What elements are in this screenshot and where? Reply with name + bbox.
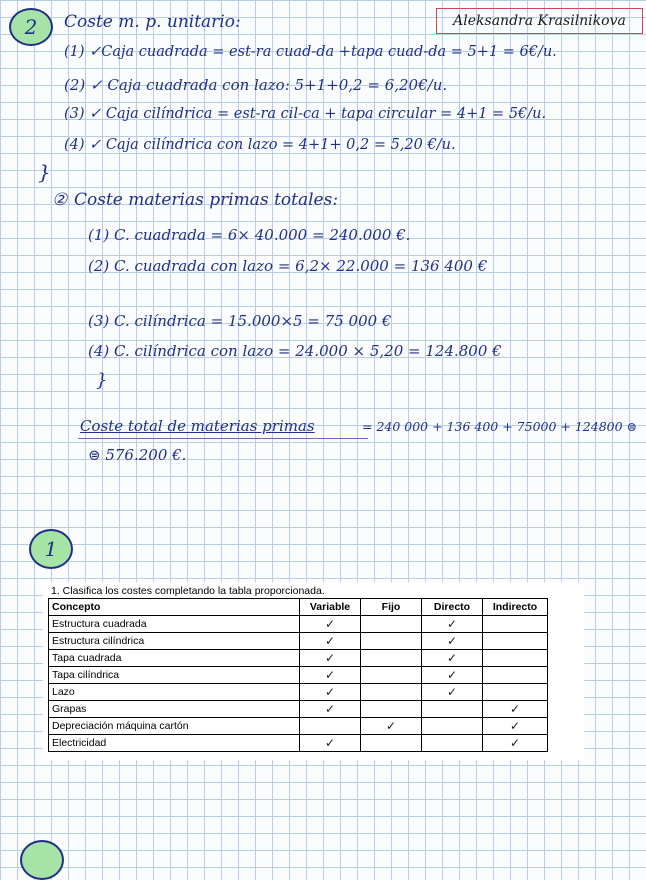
directo-cell: ✓ [422, 667, 483, 684]
unit-cost-line-4: (4) ✓ Caja cilíndrica con lazo = 4+1+ 0,2 = 5,20 €/u. [64, 137, 456, 153]
fijo-cell [361, 684, 422, 701]
author-name-box [436, 8, 643, 34]
fijo-cell [361, 650, 422, 667]
indirecto-cell: ✓ [483, 735, 548, 752]
concept-cell: Depreciación máquina cartón [49, 718, 300, 735]
indirecto-cell [483, 616, 548, 633]
brace-2: } [96, 370, 108, 391]
totals-title: Coste materias primas totales: [74, 190, 339, 210]
table-header-row [49, 599, 548, 616]
unit-cost-line-3: (3) ✓ Caja cilíndrica = est-ra cil-ca + tapa circular = 4+1 = 5€/u. [64, 106, 547, 122]
table-row [49, 684, 548, 701]
author-name: Aleksandra Krasilnikova [453, 13, 626, 29]
variable-cell: ✓ [300, 684, 361, 701]
concept-cell: Grapas [49, 701, 300, 718]
brace-1: } [38, 160, 51, 184]
header-indirecto: Indirecto [483, 599, 548, 616]
cost-table-panel [43, 582, 584, 760]
next-section-badge [20, 840, 64, 880]
variable-cell: ✓ [300, 616, 361, 633]
table-row [49, 718, 548, 735]
table-caption: 1. Clasifica los costes completando la tabla proporcionada. [51, 585, 325, 597]
section-2-number: 2 [24, 15, 38, 39]
directo-cell: ✓ [422, 633, 483, 650]
header-variable: Variable [300, 599, 361, 616]
grand-total-expression: = 240 000 + 136 400 + 75000 + 124800 ⊜ [362, 419, 638, 434]
section-1-number: 1 [44, 537, 58, 561]
total-line-4: (4) C. cilíndrica con lazo = 24.000 × 5,20 = 124.800 € [88, 342, 502, 360]
table-row [49, 735, 548, 752]
directo-cell: ✓ [422, 616, 483, 633]
variable-cell: ✓ [300, 633, 361, 650]
variable-cell: ✓ [300, 701, 361, 718]
unit-cost-line-1: (1) ✓Caja cuadrada = est-ra cuad-da +tapa cuad-da = 5+1 = 6€/u. [64, 44, 557, 60]
indirecto-cell: ✓ [483, 718, 548, 735]
fijo-cell: ✓ [361, 718, 422, 735]
section-1-badge [29, 529, 73, 569]
fijo-cell [361, 701, 422, 718]
cost-classification-table [48, 598, 548, 752]
table-row [49, 650, 548, 667]
fijo-cell [361, 633, 422, 650]
directo-cell: ✓ [422, 684, 483, 701]
unit-cost-line-2: (2) ✓ Caja cuadrada con lazo: 5+1+0,2 = 6,20€/u. [64, 76, 448, 94]
section-2-badge [9, 8, 53, 46]
fijo-cell [361, 616, 422, 633]
indirecto-cell [483, 667, 548, 684]
indirecto-cell [483, 633, 548, 650]
total-line-1: (1) C. cuadrada = 6× 40.000 = 240.000 €. [88, 226, 411, 244]
directo-cell [422, 718, 483, 735]
table-row [49, 616, 548, 633]
table-row [49, 701, 548, 718]
variable-cell: ✓ [300, 667, 361, 684]
total-line-3: (3) C. cilíndrica = 15.000×5 = 75 000 € [88, 312, 392, 330]
fijo-cell [361, 735, 422, 752]
grand-total-underline [78, 438, 368, 439]
table-row [49, 667, 548, 684]
concept-cell: Estructura cilíndrica [49, 633, 300, 650]
directo-cell [422, 701, 483, 718]
totals-marker: ② [52, 190, 68, 210]
indirecto-cell [483, 684, 548, 701]
directo-cell [422, 735, 483, 752]
total-line-2: (2) C. cuadrada con lazo = 6,2× 22.000 = 136 400 € [88, 257, 488, 275]
concept-cell: Tapa cilíndrica [49, 667, 300, 684]
grand-total-label: Coste total de materias primas [80, 417, 315, 435]
indirecto-cell [483, 650, 548, 667]
variable-cell: ✓ [300, 650, 361, 667]
grand-total-result: ⊜ 576.200 €. [88, 446, 187, 464]
header-directo: Directo [422, 599, 483, 616]
table-row [49, 633, 548, 650]
variable-cell: ✓ [300, 735, 361, 752]
variable-cell [300, 718, 361, 735]
concept-cell: Lazo [49, 684, 300, 701]
directo-cell: ✓ [422, 650, 483, 667]
concept-cell: Electricidad [49, 735, 300, 752]
concept-cell: Estructura cuadrada [49, 616, 300, 633]
fijo-cell [361, 667, 422, 684]
concept-cell: Tapa cuadrada [49, 650, 300, 667]
section-2-title: Coste m. p. unitario: [64, 12, 241, 32]
header-fijo: Fijo [361, 599, 422, 616]
indirecto-cell: ✓ [483, 701, 548, 718]
header-concepto: Concepto [49, 599, 300, 616]
